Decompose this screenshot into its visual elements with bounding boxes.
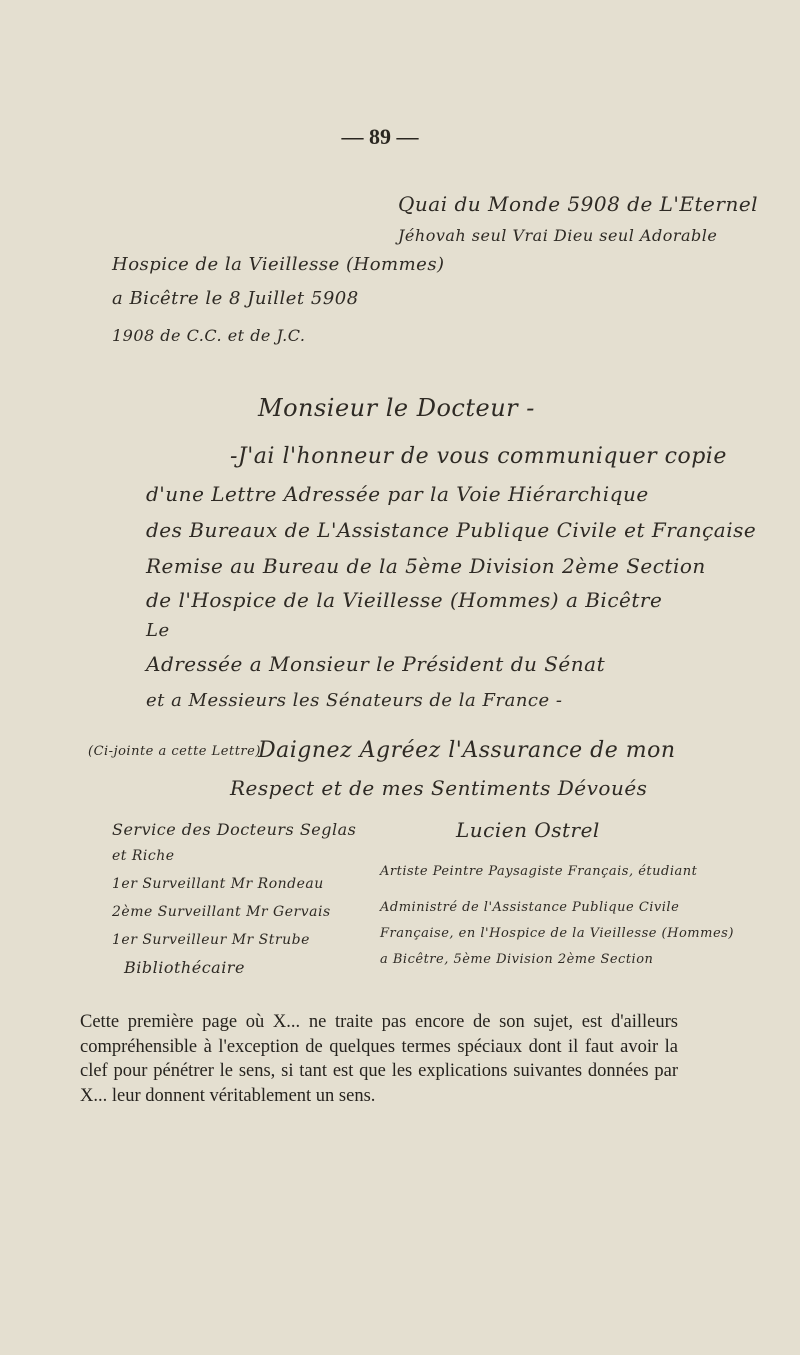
- letter-line-5: de l'Hospice de la Vieillesse (Hommes) a Bicêtre: [146, 588, 663, 612]
- signature-right-line-5: a Bicêtre, 5ème Division 2ème Section: [380, 952, 654, 967]
- signature-left-line-6: Bibliothécaire: [124, 958, 245, 977]
- closing-line-2: Respect et de mes Sentiments Dévoués: [230, 776, 648, 800]
- signature-left-line-1: Service des Docteurs Seglas: [112, 820, 357, 839]
- closing-line-1: Daignez Agréez l'Assurance de mon: [258, 738, 676, 763]
- signature-name: Lucien Ostrel: [456, 818, 600, 842]
- signature-left-line-5: 1er Surveilleur Mr Strube: [112, 932, 310, 948]
- letter-line-8: et a Messieurs les Sénateurs de la France -: [146, 690, 563, 711]
- signature-right-line-3: Administré de l'Assistance Publique Civile: [380, 900, 680, 915]
- page-number: — 89 —: [341, 124, 419, 149]
- letter-line-3: des Bureaux de L'Assistance Publique Civile et Française: [146, 518, 757, 542]
- signature-left-line-3: 1er Surveillant Mr Rondeau: [112, 876, 324, 892]
- salutation: Monsieur le Docteur -: [258, 394, 535, 422]
- letter-line-7: Adressée a Monsieur le Président du Sénat: [146, 652, 606, 676]
- letter-line-2: d'une Lettre Adressée par la Voie Hiérarchique: [146, 482, 649, 506]
- header-left-line-1: Hospice de la Vieillesse (Hommes): [112, 254, 445, 275]
- commentary-paragraph: Cette première page où X... ne traite pas encore de son sujet, est d'ailleurs compréhensible à l'exception de quelques termes spéciaux dont il faut avoir la clef pour pénétrer le sens, si tant est que les explications suivantes données par X... leur donnent véritablement un sens.: [80, 1012, 678, 1106]
- header-left-line-2: a Bicêtre le 8 Juillet 5908: [112, 288, 359, 309]
- header-right-line-1: Quai du Monde 5908 de L'Eternel: [398, 192, 759, 216]
- letter-line-4: Remise au Bureau de la 5ème Division 2ème Section: [146, 554, 706, 578]
- signature-left-line-2: et Riche: [112, 848, 175, 864]
- signature-right-line-2: Artiste Peintre Paysagiste Français, étudiant: [380, 864, 698, 879]
- header-left-line-3: 1908 de C.C. et de J.C.: [112, 326, 306, 345]
- header-right-line-2: Jéhovah seul Vrai Dieu seul Adorable: [398, 226, 718, 245]
- margin-note: (Ci-jointe a cette Lettre): [88, 744, 261, 759]
- signature-right-line-4: Française, en l'Hospice de la Vieillesse (Hommes): [380, 926, 734, 941]
- letter-line-1: -J'ai l'honneur de vous communiquer copie: [230, 444, 727, 469]
- letter-line-6: Le: [146, 620, 170, 641]
- signature-left-line-4: 2ème Surveillant Mr Gervais: [112, 904, 331, 920]
